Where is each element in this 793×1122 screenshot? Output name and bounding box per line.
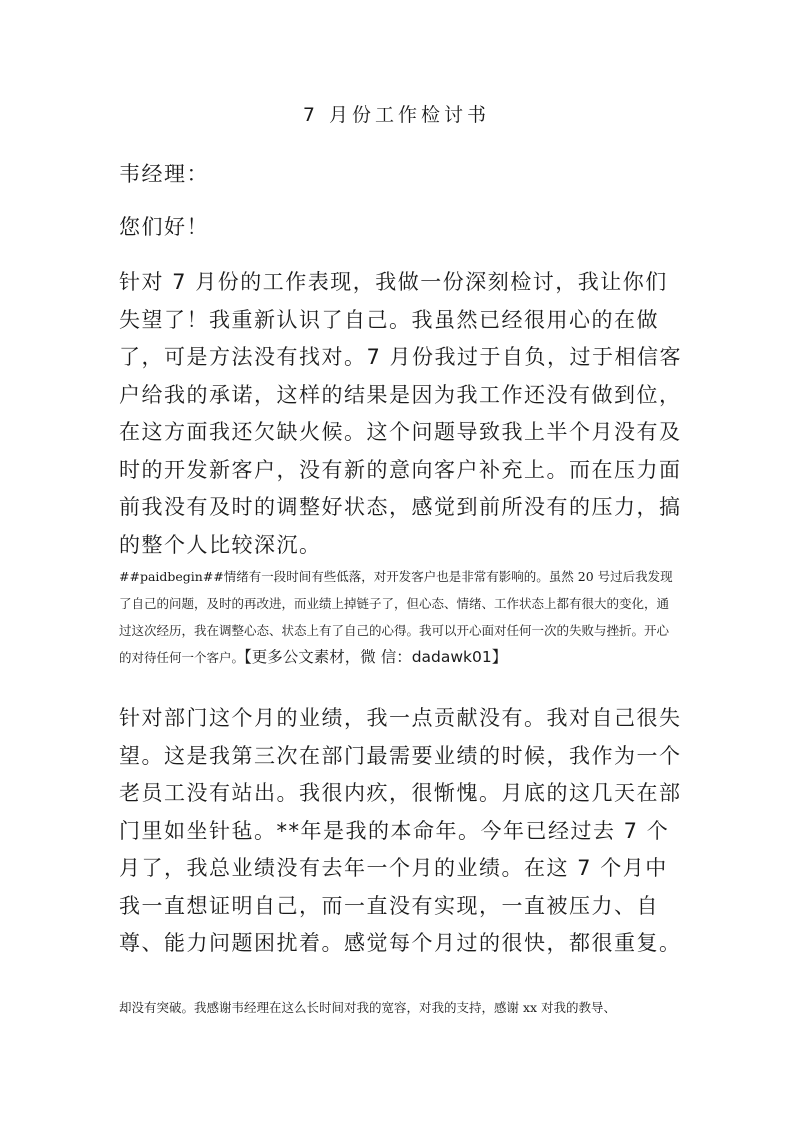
document-title: 7 月份工作检讨书 [302,104,491,126]
paragraph-4: 却没有突破。我感谢韦经理在这么长时间对我的宽容，对我的支持，感谢 xx 对我的教导、 [119,1000,617,1015]
paragraph-3: 针对部门这个月的业绩，我一点贡献没有。我对自己很失望。这是我第三次在部门最需要业绩的时候，我作为一个老员工没有站出。我很内疚，很惭愧。月底的这几天在部门里如坐针毡。**年是我的本命年。今年已经过去 7 个月了，我总业绩没有去年一个月的业绩。在这 7 个月中我一直想证明自己，而一直没有实现，一直被压力、自尊、能力问题困扰着。感觉每个月过的很快，都很重复。 [119,706,682,955]
salutation: 韦经理： [119,162,209,186]
greeting: 您们好！ [119,215,209,239]
promo-text: 【更多公文素材，微 信：dadawk01】 [244,648,508,666]
paragraph-2-text: ##paidbegin##情绪有一段时间有些低落，对开发客户也是非常有影响的。虽然 20 号过后我发现了自己的问题，及时的再改进，而业绩上掉链子了，但心态、情绪、工作状态上都有很大的变化，通过这次经历，我在调整心态、状态上有了自己的心得。我可以开心面对任何一次的失败与挫折。开心的对待任何一个客户。 [119,569,673,665]
paragraph-2 [119,563,679,671]
paragraph-1: 针对 7 月份的工作表现，我做一份深刻检讨，我让你们失望了！我重新认识了自己。我虽然已经很用心的在做了，可是方法没有找对。7 月份我过于自负，过于相信客户给我的承诺，这样的结果是因为我工作还没有做到位，在这方面我还欠缺火候。这个问题导致我上半个月没有及时的开发新客户，没有新的意向客户补充上。而在压力面前我没有及时的调整好状态，感觉到前所没有的压力，搞的整个人比较深沉。 [119,270,683,557]
